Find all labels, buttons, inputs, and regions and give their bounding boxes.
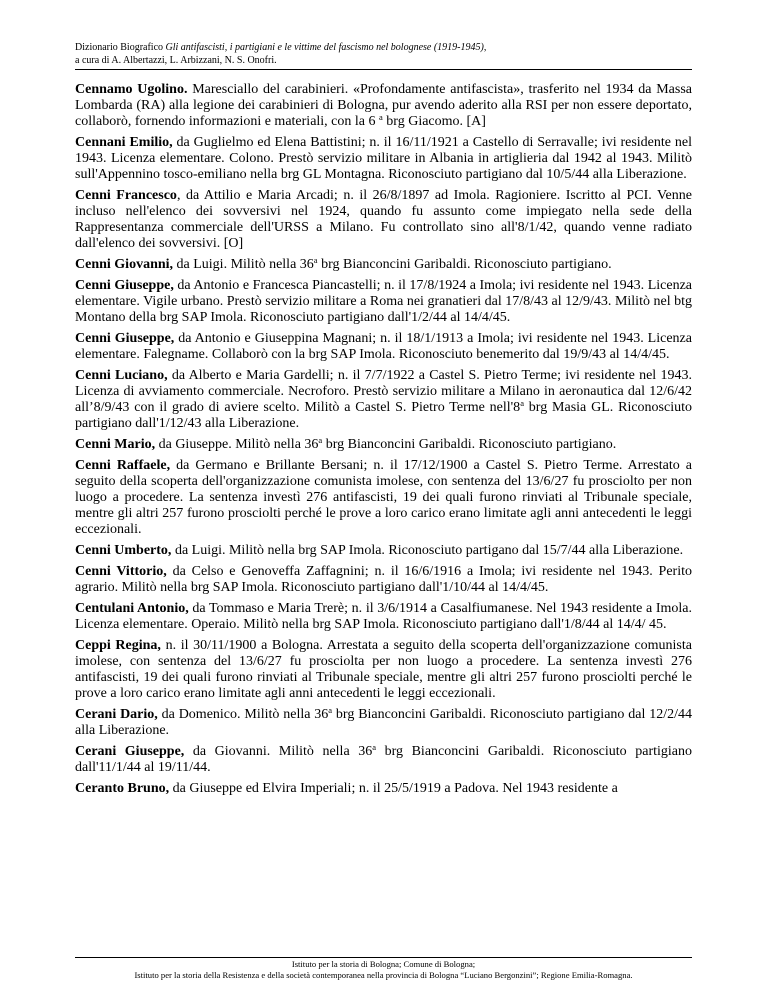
entry-name: Cenni Giuseppe, <box>75 278 174 293</box>
entry-text: , da Attilio e Maria Arcadi; n. il 26/8/1897 ad Imola. Ragioniere. Iscritto al PCI. Venne incluso nell'elenco dei sovversivi nel 1924, quando fu assunto come impiegato nella sede della Rappresentanza commerciale dell'URSS a Milano. Fu controllato sino all'8/1/42, quando venne radiato dall'elenco dei sovversivi. [O] <box>75 188 692 251</box>
entry-text: da Germano e Brillante Bersani; n. il 17/12/1900 a Castel S. Pietro Terme. Arrestato a seguito della scoperta dell'organizzazione comunista imolese, con sentenza del 13/6/27 fu prosciolto per non luogo a procedere. La sentenza investì 276 antifascisti, 19 dei quali furono rinviati al Tribunale speciale, mentre gli altri 257 furono prosciolti perché le prove a loro carico erano limitate agli anni antecedenti le leggi eccezionali. <box>75 458 693 537</box>
entry-text: da Domenico. Militò nella 36 <box>157 707 329 722</box>
entry-name: Cenni Giovanni, <box>75 257 174 272</box>
entry <box>75 601 692 633</box>
entry-name: Ceranto Bruno, <box>75 781 170 796</box>
entry <box>75 331 692 363</box>
entry-name: Centulani Antonio, <box>75 601 189 616</box>
entry-name: Cerani Giuseppe, <box>75 744 185 759</box>
entry-text: da Antonio e Francesca Piancastelli; n. il 17/8/1924 a Imola; ivi residente nel 1943. Licenza elementare. Vigile urbano. Prestò servizio militare a Roma nei granatieri dal 17/8/43 al 12/9/43. Militò nel btg Montano della brg SAP Imola. Riconosciuto partigiano dall'1/2/44 al 14/4/45. <box>75 278 692 325</box>
entry-name: Cenni Luciano, <box>75 368 168 383</box>
entry-name: Cenni Giuseppe, <box>75 331 175 346</box>
entry-text: da Celso e Genoveffa Zaffagnini; n. il 16/6/1916 a Imola; ivi residente nel 1943. Perito agrario. Militò nella brg SAP Imola. Riconosciuto partigiano dall'1/10/44 al 14/4/45. <box>75 564 692 595</box>
entry <box>75 707 692 739</box>
entry-superscript: a <box>318 435 323 445</box>
entry-text: da Giuseppe ed Elvira Imperiali; n. il 25/5/1919 a Padova. Nel 1943 residente a <box>169 781 618 796</box>
header-divider <box>75 69 692 70</box>
header-line-2: a cura di A. Albertazzi, L. Arbizzani, N. S. Onofri. <box>75 54 277 66</box>
entry-name: Cenni Mario, <box>75 437 156 452</box>
entry-text-cont: brg Giacomo. [A] <box>382 114 486 129</box>
header-prefix: Dizionario Biografico <box>75 42 166 53</box>
entry-name: Cerani Dario, <box>75 707 158 722</box>
entry <box>75 437 692 453</box>
entry-name: Cenni Raffaele, <box>75 458 171 473</box>
entry-text-cont: brg Bianconcini Garibaldi. Riconosciuto partigiano. <box>317 257 612 272</box>
entry-name: Cennamo Ugolino. <box>75 82 188 97</box>
entry <box>75 458 692 538</box>
entry <box>75 278 692 326</box>
entry-text-cont: brg Bianconcini Garibaldi. Riconosciuto partigiano. <box>322 437 617 452</box>
header-suffix: , <box>483 42 487 53</box>
entry-text-cont: brg Bianconcini Garibaldi. Riconosciuto partigiano dal 12/2/44 alla Liberazione. <box>75 707 692 738</box>
entry-text: da Giovanni. Militò nella 36 <box>184 744 373 759</box>
entry-name: Cenni Umberto, <box>75 543 172 558</box>
entry-text: da Luigi. Militò nella brg SAP Imola. Riconosciuto partigano dal 15/7/44 alla Liberazione. <box>171 543 684 558</box>
entry-name: Ceppi Regina, <box>75 638 161 653</box>
entry-text: da Tommaso e Maria Trerè; n. il 3/6/1914 a Casalfiumanese. Nel 1943 residente a Imola. Licenza elementare. Operaio. Militò nella brg SAP Imola. Riconosciuto partigiano dall'1/8/44 al 14/4/ 45. <box>75 601 692 632</box>
page-footer <box>75 959 692 981</box>
entry <box>75 82 692 130</box>
entry-superscript: a <box>313 255 318 265</box>
entry <box>75 257 692 273</box>
entry <box>75 564 692 596</box>
entry-superscript: a <box>520 398 524 408</box>
entry-superscript: a <box>372 742 377 752</box>
entry-text: da Alberto e Maria Gardelli; n. il 7/7/1922 a Castel S. Pietro Terme; ivi residente nel 1943. Licenza di avviamento commerciale. Necroforo. Prestò servizio militare a Milano in aeronautica dal 12/6/42 all’8/9/43 con il grado di aviere scelto. Militò a Castel S. Pietro Terme nell'8 <box>75 368 692 415</box>
entry <box>75 781 692 797</box>
entry <box>75 543 692 559</box>
entry-superscript: a <box>379 112 383 122</box>
entry-name: Cennani Emilio, <box>75 135 173 150</box>
entries-list <box>75 82 692 802</box>
entry-name: Cenni Francesco <box>75 188 177 203</box>
entry-text-cont: brg Bianconcini Garibaldi. Riconosciuto partigiano dall'11/1/44 al 19/11/44. <box>75 744 692 775</box>
page-header <box>75 42 695 67</box>
entry-text: n. il 30/11/1900 a Bologna. Arrestata a seguito della scoperta dell'organizzazione comunista imolese, con sentenza del 13/6/27 fu prosciolta per non luogo a procedere. La sentenza investì 276 antifascisti, 19 dei quali furono rinviati al Tribunale speciale, mentre gli altri 257 furono prosciolti perché le prove a loro carico erano limitate agli anni antecedenti le leggi eccezionali. <box>75 638 692 701</box>
footer-divider <box>75 957 692 958</box>
entry <box>75 638 692 702</box>
entry <box>75 188 692 252</box>
entry <box>75 744 692 776</box>
header-book-title: Gli antifascisti, i partigiani e le vittime del fascismo nel bolognese (1919-1945) <box>165 42 484 53</box>
entry-text-cont: brg Masia GL. Riconosciuto partigiano dall'1/12/43 alla Liberazione. <box>75 400 692 431</box>
entry-text: da Giuseppe. Militò nella 36 <box>155 437 319 452</box>
header-line-1 <box>75 42 695 55</box>
entry-superscript: a <box>328 705 333 715</box>
entry <box>75 135 692 183</box>
entry-text: da Antonio e Giuseppina Magnani; n. il 18/1/1913 a Imola; ivi residente nel 1943. Licenza elementare. Falegname. Collaborò con la brg SAP Imola. Riconosciuto benemerito dal 19/9/43 al 14/4/45. <box>75 331 692 362</box>
footer-line-1: Istituto per la storia di Bologna; Comune di Bologna; <box>291 959 476 969</box>
entry-text: Maresciallo del carabinieri. «Profondamente antifascista», trasferito nel 1934 da Massa Lombarda (RA) alla legione dei carabinieri di Bologna, pur avendo aderito alla RSI per non essere deportato, collaborò, fornendo informazioni e materiali, con la 6 <box>75 82 693 129</box>
entry-name: Cenni Vittorio, <box>75 564 167 579</box>
entry <box>75 368 692 432</box>
footer-line-2: Istituto per la storia della Resistenza e della società contemporanea nella provincia di Bologna “Luciano Bergonzini”; Regione Emilia-Romagna. <box>134 970 633 980</box>
entry-text: da Guglielmo ed Elena Battistini; n. il 16/11/1921 a Castello di Serravalle; ivi residente nel 1943. Licenza elementare. Colono. Prestò servizio militare in Albania in artiglieria dal 1942 al 1943. Militò sull'Appennino tosco-emiliano nella brg GL Montagna. Riconosciuto partigiano dal 10/5/44 alla Liberazione. <box>75 135 692 182</box>
entry-text: da Luigi. Militò nella 36 <box>173 257 314 272</box>
